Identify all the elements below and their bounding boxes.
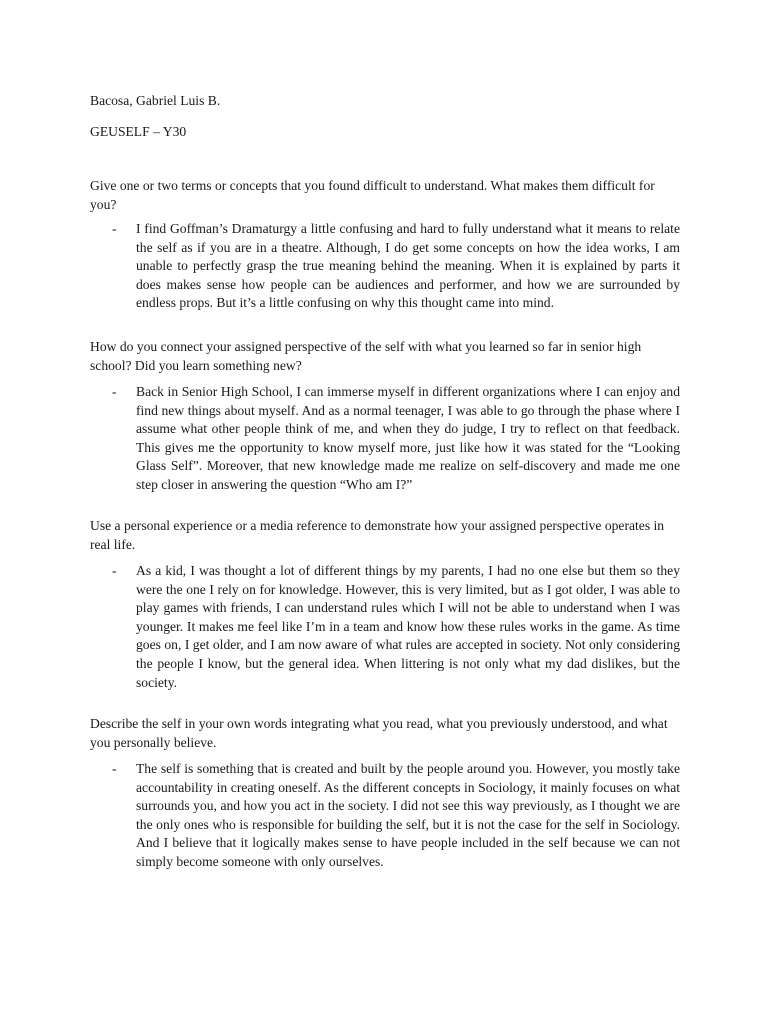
answer-4-block	[90, 760, 680, 872]
answer-2: Back in Senior High School, I can immerse myself in different organizations where I can enjoy and find new things about myself. And as a normal teenager, I was able to go through the phase where I assume what other people think of me, and when they do judge, I try to reflect on that feedback. This gives me the opportunity to know myself more, just like how it was stated for the “Looking Glass Self”. Moreover, that new knowledge made me realize on self-discovery and made me one step closer in answering the question “Who am I?”	[136, 384, 680, 492]
bullet-dash: -	[112, 221, 117, 236]
question-2: How do you connect your assigned perspective of the self with what you learned so far in senior high school? Did you learn something new?	[90, 339, 642, 373]
answer-1-block	[90, 220, 680, 313]
answer-3-block	[90, 562, 680, 692]
question-4: Describe the self in your own words integrating what you read, what you previously understood, and what you personally believe.	[90, 716, 668, 750]
bullet-dash: -	[112, 563, 117, 578]
course-code: GEUSELF – Y30	[90, 124, 187, 139]
question-3: Use a personal experience or a media reference to demonstrate how your assigned perspective operates in real life.	[90, 518, 665, 552]
question-1: Give one or two terms or concepts that you found difficult to understand. What makes them difficult for you?	[90, 178, 655, 212]
answer-2-block	[90, 383, 680, 495]
author-name: Bacosa, Gabriel Luis B.	[90, 93, 221, 108]
bullet-dash: -	[112, 761, 117, 776]
answer-3: As a kid, I was thought a lot of different things by my parents, I had no one else but them so they were the one I rely on for knowledge. However, this is very limited, but as I got older, I was able to play games with friends, I can understand rules which I will not be able to understand when I was younger. It makes me feel like I’m in a team and know how these rules works in the game. As time goes on, I get older, and I am now aware of what rules are accepted in society. Not only considering the people I know, but the general idea. When littering is not only what my dad dislikes, but the society.	[136, 563, 680, 690]
bullet-dash: -	[112, 384, 117, 399]
answer-4: The self is something that is created and built by the people around you. However, you mostly take accountability in creating oneself. As the different concepts in Sociology, it mainly focuses on what surrounds you, and how you act in the society. I did not see this way previously, as I thought we are the only ones who is responsible for building the self, but it is not the case for the self in Sociology. And I believe that it logically makes sense to have people included in the self because we can not simply become someone with only ourselves.	[136, 761, 680, 869]
answer-1: I find Goffman’s Dramaturgy a little confusing and hard to fully understand what it means to relate the self as if you are in a theatre. Although, I do get some concepts on how the idea works, I am unable to perfectly grasp the true meaning behind the meaning. When it is explained by parts it does makes sense how people can be audiences and performer, and how we are surrounded by endless props. But it’s a little confusing on why this thought came into mind.	[136, 221, 680, 311]
